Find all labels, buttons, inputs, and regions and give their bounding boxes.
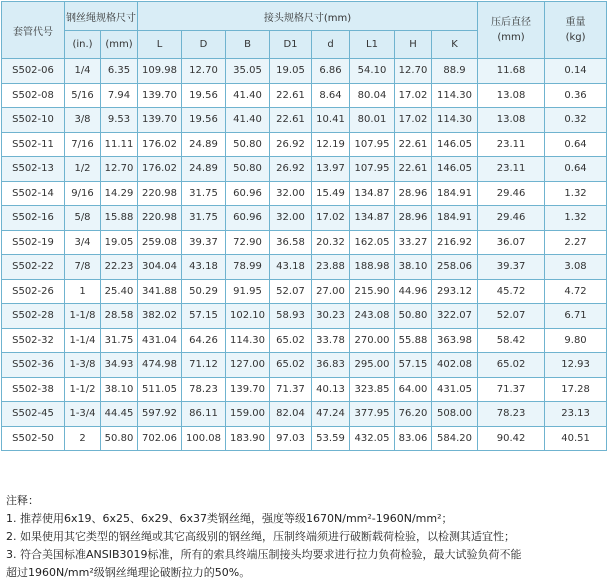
table-cell: 0.14 (545, 59, 607, 84)
table-cell: 41.40 (226, 108, 270, 133)
table-cell: 22.61 (395, 132, 432, 157)
row-code-cell: S502-45 (2, 402, 65, 427)
table-cell: 15.49 (312, 181, 350, 206)
table-row (2, 353, 607, 378)
table-cell: 28.96 (395, 206, 432, 231)
table-cell: 12.70 (101, 157, 138, 182)
table-cell: 47.24 (312, 402, 350, 427)
table-cell: 13.97 (312, 157, 350, 182)
row-code-cell: S502-26 (2, 279, 65, 304)
table-cell: 22.61 (270, 108, 312, 133)
table-cell: 5/8 (65, 206, 101, 231)
table-cell: 27.00 (312, 279, 350, 304)
table-cell: 24.89 (182, 157, 226, 182)
table-cell: 2.27 (545, 230, 607, 255)
table-cell: 19.56 (182, 108, 226, 133)
table-cell: 71.37 (270, 377, 312, 402)
row-code-cell: S502-50 (2, 426, 65, 451)
table-cell: 508.00 (432, 402, 478, 427)
table-cell: 341.88 (138, 279, 182, 304)
table-cell: 9.53 (101, 108, 138, 133)
table-cell: 402.08 (432, 353, 478, 378)
table-cell: 3/8 (65, 108, 101, 133)
table-cell: 26.92 (270, 132, 312, 157)
table-cell: 304.04 (138, 255, 182, 280)
row-code-cell: S502-32 (2, 328, 65, 353)
table-cell: 216.92 (432, 230, 478, 255)
note-1: 1. 推荐使用6x19、6x25、6x29、6x37类钢丝绳，强度等级1670N/mm²-1960N/mm²； (6, 512, 453, 525)
table-cell: 1/4 (65, 59, 101, 84)
table-cell: 50.29 (182, 279, 226, 304)
table-cell: 38.10 (101, 377, 138, 402)
table-row (2, 181, 607, 206)
table-cell: 36.07 (478, 230, 545, 255)
table-cell: 28.96 (395, 181, 432, 206)
table-cell: 184.91 (432, 181, 478, 206)
table-cell: 139.70 (138, 108, 182, 133)
table-cell: 6.71 (545, 304, 607, 329)
table-cell: 65.02 (270, 328, 312, 353)
table-cell: 702.06 (138, 426, 182, 451)
subheader-cell: (mm) (101, 31, 138, 59)
table-cell: 295.00 (350, 353, 395, 378)
table-cell: 32.00 (270, 206, 312, 231)
row-code-cell: S502-08 (2, 83, 65, 108)
row-code-cell: S502-14 (2, 181, 65, 206)
table-cell: 44.96 (395, 279, 432, 304)
table-cell: 377.95 (350, 402, 395, 427)
table-cell: 11.11 (101, 132, 138, 157)
subheader-cell: d (312, 31, 350, 59)
row-code-cell: S502-16 (2, 206, 65, 231)
table-row (2, 230, 607, 255)
table-cell: 82.04 (270, 402, 312, 427)
table-cell: 6.35 (101, 59, 138, 84)
table-cell: 17.02 (395, 108, 432, 133)
table-cell: 17.28 (545, 377, 607, 402)
table-cell: 19.05 (270, 59, 312, 84)
table-cell: 30.23 (312, 304, 350, 329)
row-code-cell: S502-10 (2, 108, 65, 133)
table-row (2, 59, 607, 84)
table-cell: 107.95 (350, 132, 395, 157)
subheader-cell: D (182, 31, 226, 59)
table-cell: 58.93 (270, 304, 312, 329)
table-row (2, 279, 607, 304)
table-cell: 50.80 (226, 132, 270, 157)
table-cell: 43.18 (270, 255, 312, 280)
table-cell: 23.88 (312, 255, 350, 280)
table-cell: 88.9 (432, 59, 478, 84)
table-cell: 50.80 (226, 157, 270, 182)
table-cell: 60.96 (226, 206, 270, 231)
table-cell: 13.08 (478, 108, 545, 133)
header-code: 套管代号 (2, 2, 65, 59)
header-rope-group: 钢丝绳规格尺寸 (65, 2, 138, 31)
table-cell: 72.90 (226, 230, 270, 255)
table-cell: 65.02 (478, 353, 545, 378)
table-cell: 4.72 (545, 279, 607, 304)
table-cell: 146.05 (432, 132, 478, 157)
table-cell: 431.05 (432, 377, 478, 402)
header-fitting-group: 接头规格尺寸(mm) (138, 2, 478, 31)
table-cell: 432.05 (350, 426, 395, 451)
table-cell: 44.45 (101, 402, 138, 427)
table-cell: 60.96 (226, 181, 270, 206)
table-cell: 100.08 (182, 426, 226, 451)
table-cell: 0.64 (545, 132, 607, 157)
table-cell: 474.98 (138, 353, 182, 378)
table-cell: 25.40 (101, 279, 138, 304)
table-cell: 33.78 (312, 328, 350, 353)
table-cell: 80.01 (350, 108, 395, 133)
note-2: 2. 如果使用其它类型的钢丝绳或其它高级别的钢丝绳，压制终端须进行破断载荷检验，以检测其适宜性； (6, 530, 515, 543)
row-code-cell: S502-38 (2, 377, 65, 402)
table-cell: 24.89 (182, 132, 226, 157)
table-cell: 17.02 (312, 206, 350, 231)
table-cell: 1.32 (545, 206, 607, 231)
table-cell: 7/8 (65, 255, 101, 280)
table-cell: 17.02 (395, 83, 432, 108)
table-cell: 220.98 (138, 206, 182, 231)
table-cell: 114.30 (432, 108, 478, 133)
table-cell: 33.27 (395, 230, 432, 255)
table-cell: 11.68 (478, 59, 545, 84)
table-cell: 6.86 (312, 59, 350, 84)
table-cell: 127.00 (226, 353, 270, 378)
table-cell: 5/16 (65, 83, 101, 108)
table-row (2, 83, 607, 108)
table-cell: 78.23 (478, 402, 545, 427)
notes-section (6, 492, 606, 582)
table-cell: 43.18 (182, 255, 226, 280)
table-cell: 1-3/4 (65, 402, 101, 427)
table-cell: 64.00 (395, 377, 432, 402)
table-cell: 293.12 (432, 279, 478, 304)
table-cell: 65.02 (270, 353, 312, 378)
table-cell: 220.98 (138, 181, 182, 206)
table-cell: 1/2 (65, 157, 101, 182)
table-cell: 41.40 (226, 83, 270, 108)
table-cell: 50.80 (395, 304, 432, 329)
table-cell: 102.10 (226, 304, 270, 329)
table-cell: 7/16 (65, 132, 101, 157)
table-cell: 134.87 (350, 181, 395, 206)
table-cell: 80.04 (350, 83, 395, 108)
table-cell: 109.98 (138, 59, 182, 84)
table-row (2, 328, 607, 353)
table-cell: 50.80 (101, 426, 138, 451)
table-cell: 114.30 (432, 83, 478, 108)
table-cell: 176.02 (138, 157, 182, 182)
table-cell: 31.75 (182, 181, 226, 206)
table-row (2, 377, 607, 402)
table-row (2, 157, 607, 182)
table-cell: 31.75 (101, 328, 138, 353)
table-cell: 0.64 (545, 157, 607, 182)
table-cell: 23.11 (478, 132, 545, 157)
table-cell: 215.90 (350, 279, 395, 304)
table-cell: 71.37 (478, 377, 545, 402)
table-cell: 107.95 (350, 157, 395, 182)
table-cell: 12.70 (395, 59, 432, 84)
subheader-cell: D1 (270, 31, 312, 59)
row-code-cell: S502-13 (2, 157, 65, 182)
table-cell: 1.32 (545, 181, 607, 206)
table-cell: 10.41 (312, 108, 350, 133)
table-cell: 83.06 (395, 426, 432, 451)
table-cell: 39.37 (182, 230, 226, 255)
subheader-cell: L1 (350, 31, 395, 59)
table-cell: 511.05 (138, 377, 182, 402)
table-cell: 159.00 (226, 402, 270, 427)
subheader-cell: B (226, 31, 270, 59)
header-weight: 重量 (kg) (545, 2, 607, 59)
table-cell: 39.37 (478, 255, 545, 280)
row-code-cell: S502-19 (2, 230, 65, 255)
table-cell: 91.95 (226, 279, 270, 304)
table-cell: 53.59 (312, 426, 350, 451)
table-cell: 0.36 (545, 83, 607, 108)
table-cell: 26.92 (270, 157, 312, 182)
table-cell: 13.08 (478, 83, 545, 108)
table-cell: 363.98 (432, 328, 478, 353)
table-cell: 259.08 (138, 230, 182, 255)
subheader-cell: L (138, 31, 182, 59)
table-cell: 78.99 (226, 255, 270, 280)
table-cell: 40.51 (545, 426, 607, 451)
table-cell: 114.30 (226, 328, 270, 353)
table-row (2, 255, 607, 280)
row-code-cell: S502-11 (2, 132, 65, 157)
table-cell: 1-3/8 (65, 353, 101, 378)
table-cell: 38.10 (395, 255, 432, 280)
table-cell: 134.87 (350, 206, 395, 231)
note-3: 3. 符合美国标准ANSIB3019标准，所有的索具终端压制接头均要求进行拉力负荷检验，最大试验负荷不能 (6, 548, 522, 561)
table-cell: 90.42 (478, 426, 545, 451)
table-cell: 20.32 (312, 230, 350, 255)
table-cell: 28.58 (101, 304, 138, 329)
table-cell: 57.15 (395, 353, 432, 378)
table-cell: 22.61 (270, 83, 312, 108)
subheader-cell: H (395, 31, 432, 59)
table-cell: 78.23 (182, 377, 226, 402)
table-cell: 162.05 (350, 230, 395, 255)
table-cell: 1-1/8 (65, 304, 101, 329)
table-cell: 139.70 (226, 377, 270, 402)
table-cell: 32.00 (270, 181, 312, 206)
table-cell: 71.12 (182, 353, 226, 378)
row-code-cell: S502-28 (2, 304, 65, 329)
table-cell: 0.32 (545, 108, 607, 133)
table-cell: 29.46 (478, 181, 545, 206)
table-cell: 8.64 (312, 83, 350, 108)
table-cell: 55.88 (395, 328, 432, 353)
table-cell: 97.03 (270, 426, 312, 451)
table-cell: 322.07 (432, 304, 478, 329)
table-cell: 45.72 (478, 279, 545, 304)
table-cell: 19.05 (101, 230, 138, 255)
table-cell: 1-1/4 (65, 328, 101, 353)
table-cell: 76.20 (395, 402, 432, 427)
table-cell: 1-1/2 (65, 377, 101, 402)
subheader-cell: K (432, 31, 478, 59)
table-cell: 34.93 (101, 353, 138, 378)
table-cell: 35.05 (226, 59, 270, 84)
table-cell: 23.11 (478, 157, 545, 182)
table-cell: 139.70 (138, 83, 182, 108)
row-code-cell: S502-06 (2, 59, 65, 84)
table-cell: 1 (65, 279, 101, 304)
table-cell: 9/16 (65, 181, 101, 206)
table-cell: 188.98 (350, 255, 395, 280)
spec-table (1, 1, 607, 451)
table-cell: 2 (65, 426, 101, 451)
table-cell: 15.88 (101, 206, 138, 231)
table-cell: 9.80 (545, 328, 607, 353)
table-cell: 52.07 (478, 304, 545, 329)
row-code-cell: S502-36 (2, 353, 65, 378)
table-cell: 584.20 (432, 426, 478, 451)
note-3-continued: 超过1960N/mm²级钢丝绳理论破断拉力的50%。 (6, 566, 251, 579)
table-cell: 22.23 (101, 255, 138, 280)
table-cell: 382.02 (138, 304, 182, 329)
table-cell: 19.56 (182, 83, 226, 108)
table-cell: 3/4 (65, 230, 101, 255)
table-cell: 40.13 (312, 377, 350, 402)
table-row (2, 402, 607, 427)
table-cell: 29.46 (478, 206, 545, 231)
table-cell: 258.06 (432, 255, 478, 280)
table-cell: 57.15 (182, 304, 226, 329)
subheader-cell: (in.) (65, 31, 101, 59)
table-cell: 183.90 (226, 426, 270, 451)
table-cell: 23.13 (545, 402, 607, 427)
table-cell: 176.02 (138, 132, 182, 157)
table-cell: 243.08 (350, 304, 395, 329)
table-row (2, 108, 607, 133)
table-row (2, 426, 607, 451)
table-cell: 22.61 (395, 157, 432, 182)
table-cell: 184.91 (432, 206, 478, 231)
table-cell: 3.08 (545, 255, 607, 280)
table-row (2, 304, 607, 329)
table-cell: 12.19 (312, 132, 350, 157)
notes-title: 注释： (6, 494, 39, 507)
table-cell: 431.04 (138, 328, 182, 353)
table-cell: 12.70 (182, 59, 226, 84)
table-cell: 64.26 (182, 328, 226, 353)
table-row (2, 132, 607, 157)
table-cell: 323.85 (350, 377, 395, 402)
header-pressed-diameter: 压后直径 (mm) (478, 2, 545, 59)
table-cell: 52.07 (270, 279, 312, 304)
table-cell: 86.11 (182, 402, 226, 427)
table-cell: 54.10 (350, 59, 395, 84)
table-cell: 58.42 (478, 328, 545, 353)
table-cell: 12.93 (545, 353, 607, 378)
table-cell: 7.94 (101, 83, 138, 108)
table-row (2, 206, 607, 231)
table-cell: 14.29 (101, 181, 138, 206)
table-cell: 597.92 (138, 402, 182, 427)
table-cell: 36.58 (270, 230, 312, 255)
table-cell: 146.05 (432, 157, 478, 182)
table-cell: 36.83 (312, 353, 350, 378)
table-cell: 270.00 (350, 328, 395, 353)
table-cell: 31.75 (182, 206, 226, 231)
row-code-cell: S502-22 (2, 255, 65, 280)
